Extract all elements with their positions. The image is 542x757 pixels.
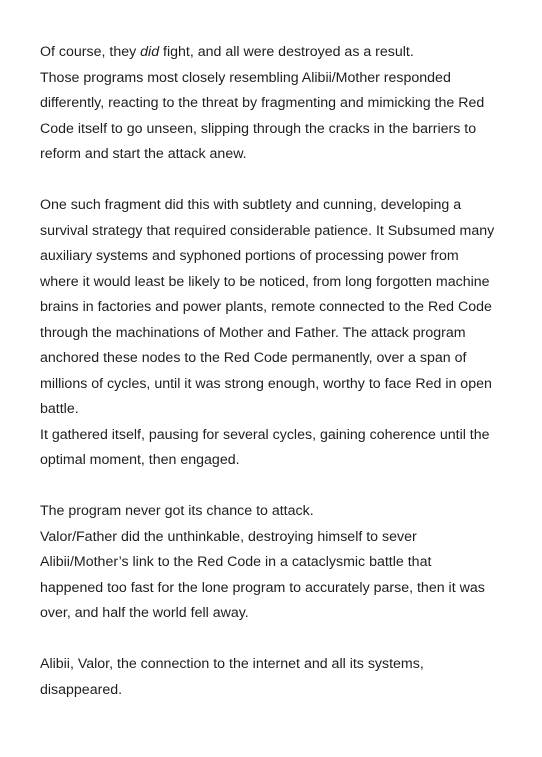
text-line: disappeared. — [40, 681, 123, 698]
text-line: differently, reacting to the threat by fragmenting and mimicking the Red — [40, 95, 485, 111]
text-line: happened too fast for the lone program to accurately parse, then it was — [40, 579, 485, 596]
text-line: One such fragment did this with subtlety and cunning, developing a — [40, 197, 462, 213]
text-line: Code itself to go unseen, slipping through the cracks in the barriers to — [40, 120, 477, 137]
text-line: Valor/Father did the unthinkable, destroying himself to sever — [40, 528, 417, 545]
paragraph-3 — [40, 499, 510, 627]
text-line: anchored these nodes to the Red Code permanently, over a span of — [40, 350, 467, 366]
text-line: Alibii/Mother’s link to the Red Code in a cataclysmic battle that — [40, 554, 432, 570]
text-line: battle. — [40, 401, 79, 417]
text-line: Those programs most closely resembling Alibii/Mother responded — [40, 69, 451, 86]
text-line: brains in factories and power plants, remote connected to the Red Code — [40, 299, 492, 315]
text-line: Alibii, Valor, the connection to the internet and all its systems, — [40, 656, 424, 672]
text-line: The program never got its chance to attack. — [40, 503, 314, 519]
text-line: auxiliary systems and syphoned portions of processing power from — [40, 248, 459, 264]
paragraph-spacer — [40, 474, 510, 500]
text-line: survival strategy that required considerable patience. It Subsumed many — [40, 222, 495, 239]
paragraph-1 — [40, 40, 510, 168]
paragraph-spacer — [40, 168, 510, 194]
paragraph-spacer — [40, 627, 510, 653]
text-line: over, and half the world fell away. — [40, 605, 249, 621]
text-line: reform and start the attack anew. — [40, 146, 247, 162]
text-segment: fight, and all were destroyed as a result. — [159, 44, 414, 60]
text-line: through the machinations of Mother and Father. The attack program — [40, 324, 466, 341]
text-line — [40, 40, 510, 66]
text-line: where it would least be likely to be noticed, from long forgotten machine — [40, 273, 490, 290]
text-line: millions of cycles, until it was strong enough, worthy to face Red in open — [40, 375, 492, 392]
text-line: optimal moment, then engaged. — [40, 452, 240, 468]
paragraph-4 — [40, 652, 510, 703]
text-segment: Of course, they — [40, 44, 141, 60]
paragraph-2 — [40, 193, 510, 474]
text-line: It gathered itself, pausing for several cycles, gaining coherence until the — [40, 426, 490, 443]
story-text — [40, 40, 510, 703]
emphasis-text: did — [140, 44, 160, 60]
